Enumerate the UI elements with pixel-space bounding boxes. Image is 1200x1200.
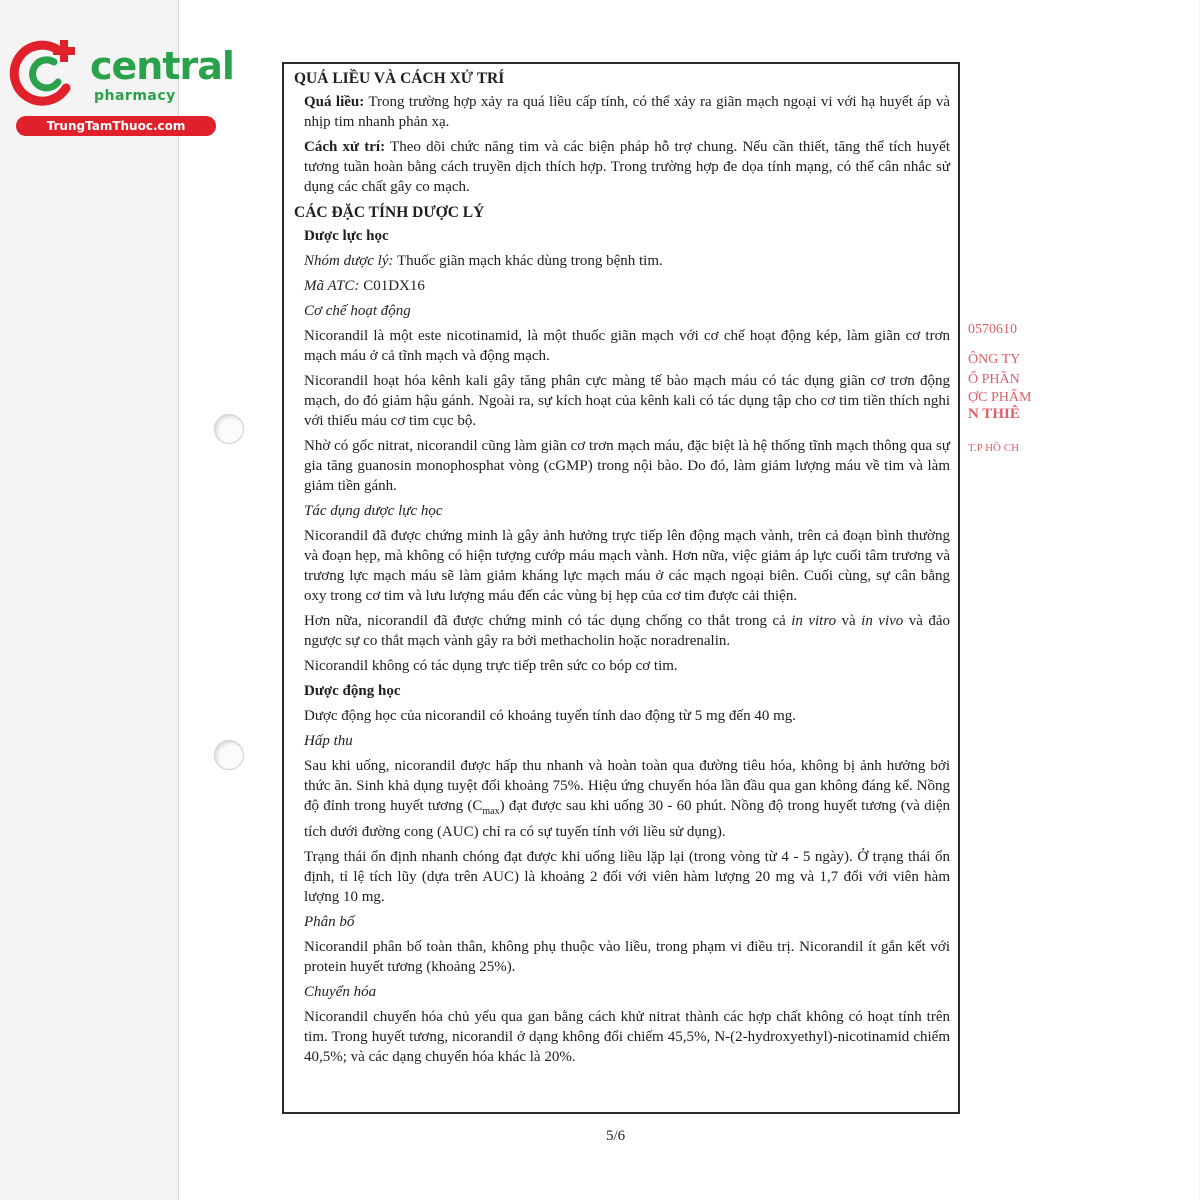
drug-group-text: Thuốc giãn mạch khác dùng trong bệnh tim. xyxy=(393,253,663,269)
overdose-label: Quá liều: xyxy=(304,94,365,110)
management-label: Cách xử trí: xyxy=(304,139,386,155)
stamp-line: ÔNG TY xyxy=(968,352,1021,367)
text-run: ) đạt được sau khi uống 30 - 60 phút. Nồng độ trong huyết tương (và diện tích dưới đường cong (AUC) chỉ ra có sự tuyến tính với liều sử dụng). xyxy=(304,798,950,840)
metabolism-heading: Chuyển hóa xyxy=(304,984,377,1000)
drug-group-line xyxy=(304,251,950,271)
brand-name: central xyxy=(90,44,234,88)
document-content-box xyxy=(282,62,960,1114)
management-paragraph xyxy=(304,137,950,197)
atc-code-line xyxy=(304,276,950,296)
section-title-overdose: QUÁ LIỀU VÀ CÁCH XỬ TRÍ xyxy=(294,70,505,87)
text-run: và đảo ngược sự co thắt mạch vành gây ra bởi methacholin hoặc noradrenalin. xyxy=(304,613,950,649)
company-stamp xyxy=(962,300,1032,470)
subscript: max xyxy=(482,806,500,817)
page-number: 5/6 xyxy=(606,1128,626,1144)
punch-hole-top xyxy=(214,414,244,444)
distribution-heading: Phân bố xyxy=(304,914,355,930)
pharmacodynamics-heading: Dược lực học xyxy=(304,228,389,244)
brand-website: TrungTamThuoc.com xyxy=(16,116,216,136)
italic-term: in vivo xyxy=(861,613,904,629)
central-pharmacy-logo xyxy=(8,36,234,136)
mechanism-paragraph: Nicorandil hoạt hóa kênh kali gây tăng phân cực màng tế bào mạch máu có tác dụng giãn cơ trơn động mạch, do đó giảm hậu gánh. Ngoài ra, sự kích hoạt của kênh kali có tác dụng tập cho cơ tim tiền thích nghi với thiếu máu cơ tim cục bộ. xyxy=(304,373,950,429)
text-run: Hơn nữa, nicorandil đã được chứng minh có tác dụng chống co thắt trong cả xyxy=(304,613,792,629)
management-text: Theo dõi chức năng tim và các biện pháp hỗ trợ chung. Nếu cần thiết, tăng thể tích huyết tương tuần hoàn bằng cách truyền dịch thích hợp. Trong trường hợp đe dọa tính mạng, có thể cân nhắc sử dụng các chất gây co mạch. xyxy=(304,139,951,195)
brand-subtitle: pharmacy xyxy=(94,88,176,104)
mechanism-heading: Cơ chế hoạt động xyxy=(304,303,411,319)
pharmacokinetics-paragraph: Dược động học của nicorandil có khoảng tuyến tính dao động từ 5 mg đến 40 mg. xyxy=(304,708,797,724)
pharmacokinetics-heading: Dược động học xyxy=(304,683,401,699)
pharmacodynamic-effects-heading: Tác dụng dược lực học xyxy=(304,503,443,519)
overdose-text: Trong trường hợp xảy ra quá liều cấp tính, có thể xảy ra giãn mạch ngoại vi với hạ huyết áp và nhịp tim nhanh phản xạ. xyxy=(304,94,950,130)
stamp-line: N THIÊ xyxy=(968,406,1020,422)
text-run: Sau khi uống, nicorandil được hấp thu nhanh và hoàn toàn qua đường tiêu hóa, không bị ảnh hưởng bởi thức ăn. Sinh khả dụng tuyệt đối khoảng 75%. Hiệu ứng chuyển hóa lần đầu qua gan không đáng kể. Nồng độ đỉnh trong huyết tương (C xyxy=(304,758,950,814)
effects-paragraph: Nicorandil không có tác dụng trực tiếp trên sức co bóp cơ tim. xyxy=(304,658,678,674)
stamp-line: Ổ PHẦN xyxy=(968,372,1020,387)
effects-paragraph: Nicorandil đã được chứng minh là gây ảnh hưởng trực tiếp lên động mạch vành, trên cả đoạn bình thường và đoạn hẹp, mà không có hiện tượng cướp máu mạch vành. Hơn nữa, việc giảm áp lực cuối tâm trương và trương lực mạch máu sẽ làm giảm kháng lực mạch máu ở các mạch ngoại biên. Cuối cùng, sự cân bằng oxy trong cơ tim và lưu lượng máu đến các vùng bị hẹp của cơ tim được cải thiện. xyxy=(304,528,950,604)
absorption-heading: Hấp thu xyxy=(304,733,353,749)
punch-hole-bottom xyxy=(214,740,244,770)
italic-term: in vitro xyxy=(791,613,837,629)
effects-paragraph xyxy=(304,611,950,651)
stamp-line: ỢC PHẨM xyxy=(968,390,1032,405)
section-title-pharmacology: CÁC ĐẶC TÍNH DƯỢC LÝ xyxy=(294,204,485,221)
absorption-paragraph: Trạng thái ổn định nhanh chóng đạt được khi uống liều lặp lại (trong vòng từ 4 - 5 ngày). Ở trạng thái ổn định, tỉ lệ tích lũy (dựa trên AUC) là khoảng 2 đối với viên hàm lượng 20 mg và 1,7 đối với viên hàm lượng 10 mg. xyxy=(304,849,950,905)
overdose-paragraph xyxy=(304,92,950,132)
stamp-line: T.P HỒ CH xyxy=(968,442,1020,454)
drug-group-label: Nhóm dược lý: xyxy=(304,253,394,269)
absorption-paragraph xyxy=(304,756,950,842)
stamp-line: 0570610 xyxy=(968,322,1017,337)
pharmacy-cross-logo-icon xyxy=(8,36,80,108)
mechanism-paragraph: Nicorandil là một este nicotinamid, là một thuốc giãn mạch với cơ chế hoạt động kép, làm giãn cơ trơn mạch máu ở cả tĩnh mạch và động mạch. xyxy=(304,328,950,364)
mechanism-paragraph: Nhờ có gốc nitrat, nicorandil cũng làm giãn cơ trơn mạch máu, đặc biệt là hệ thống tĩnh mạch thông qua sự gia tăng guanosin monophosphat vòng (cGMP) trong nội bào. Do đó, làm giảm lượng máu về tim và làm giảm tiền gánh. xyxy=(304,438,950,494)
text-run: và xyxy=(836,613,862,629)
atc-label: Mã ATC: xyxy=(304,278,360,294)
metabolism-paragraph: Nicorandil chuyển hóa chủ yếu qua gan bằng cách khử nitrat thành các hợp chất không có hoạt tính trên tim. Trong huyết tương, nicorandil ở dạng không đổi chiếm 45,5%, N-(2-hydroxyethyl)-nicotinamid chiếm 40,5%; và các dạng chuyển hóa khác là 20%. xyxy=(304,1009,950,1065)
atc-code: C01DX16 xyxy=(359,278,425,294)
distribution-paragraph: Nicorandil phân bố toàn thân, không phụ thuộc vào liều, trong phạm vi điều trị. Nicorandil ít gắn kết với protein huyết tương (khoảng 25%). xyxy=(304,939,950,975)
